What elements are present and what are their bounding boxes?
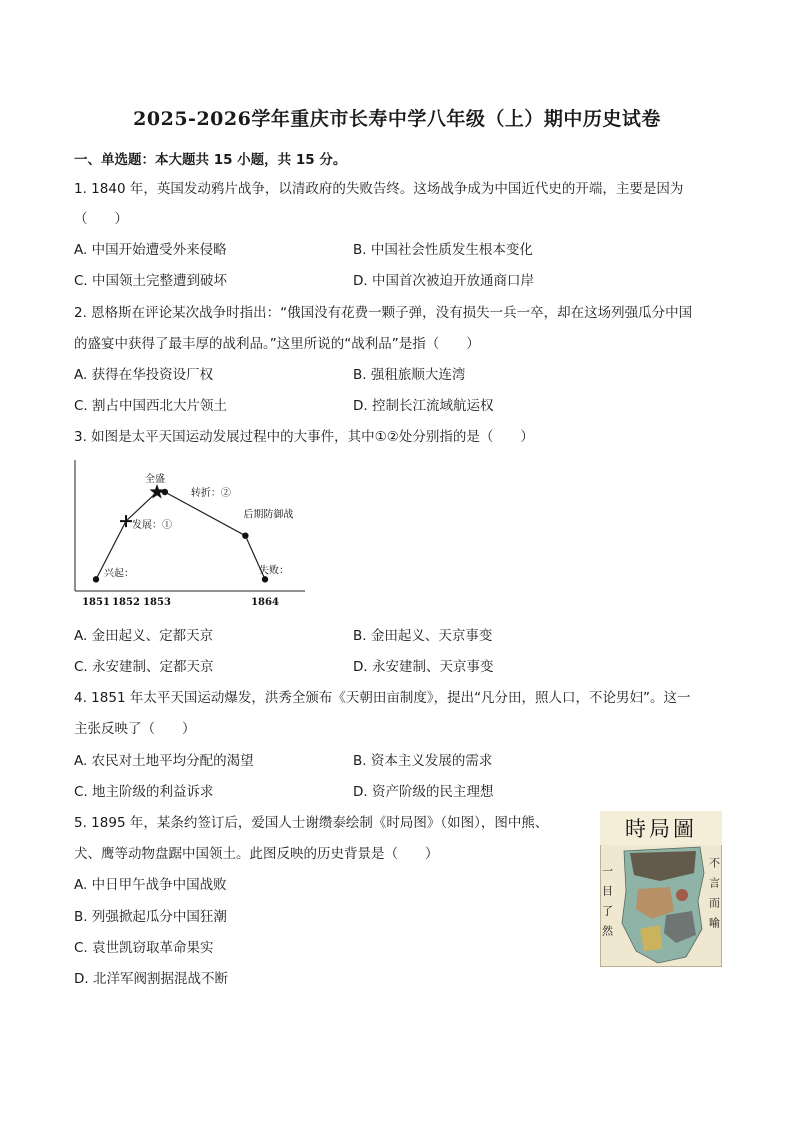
section-heading: 一、单选题：本大题共 15 小题，共 15 分。 [74,152,347,168]
timeline-point [262,576,268,582]
q1-stem-line2: （ ） [74,211,128,227]
q2-option-d[interactable]: D. 控制长江流域航运权 [353,398,494,414]
taiping-timeline-chart [70,460,310,610]
q3-stem-line1: 3. 如图是太平天国运动发展过程中的大事件，其中①②处分别指的是（ ） [74,429,534,445]
q4-option-d[interactable]: D. 资产阶级的民主理想 [353,784,494,800]
q5-option-d[interactable]: D. 北洋军阀割据混战不断 [74,971,228,987]
q5-option-a[interactable]: A. 中日甲午战争中国战败 [74,877,227,893]
q4-stem-line2: 主张反映了（ ） [74,721,196,737]
q4-option-c[interactable]: C. 地主阶级的利益诉求 [74,784,214,800]
q3-option-a[interactable]: A. 金田起义、定都天京 [74,628,214,644]
q2-option-c[interactable]: C. 割占中国西北大片领土 [74,398,228,414]
shiju-tu-cartoon [600,811,722,967]
q4-option-b[interactable]: B. 资本主义发展的需求 [353,753,493,769]
sun-figure [640,925,662,951]
cartoon-title: 時局圖 [625,817,697,841]
point-label: 失败： [259,565,289,577]
q1-option-b[interactable]: B. 中国社会性质发生根本变化 [353,242,533,258]
cartoon-caption-right: 不言而喻 [707,857,721,937]
q2-stem-line1: 2. 恩格斯在评论某次战争时指出：“俄国没有花费一颗子弹，没有损失一兵一卒，却在这场列强瓜分中国 [74,305,693,321]
q5-stem-line1: 5. 1895 年，某条约签订后，爱国人士谢缵泰绘制《时局图》（如图），图中熊、 [74,815,549,831]
q1-option-a[interactable]: A. 中国开始遭受外来侵略 [74,242,227,258]
q4-stem-line1: 4. 1851 年太平天国运动爆发，洪秀全颁布《天朝田亩制度》，提出“凡分田，照人口，不论男妇”。这一 [74,690,691,706]
q5-stem-line2: 犬、鹰等动物盘踞中国领土。此图反映的历史背景是（ ） [74,846,439,862]
q1-stem-line1: 1. 1840 年，英国发动鸦片战争，以清政府的失败告终。这场战争成为中国近代史的开端，主要是因为 [74,181,684,197]
q4-option-a[interactable]: A. 农民对土地平均分配的渴望 [74,753,254,769]
point-label: 后期防御战 [243,509,294,521]
point-label: 发展：① [132,520,172,532]
q1-option-c[interactable]: C. 中国领土完整遭到破坏 [74,273,228,289]
q3-option-b[interactable]: B. 金田起义、天京事变 [353,628,493,644]
exam-title: 2025-2026学年重庆市长寿中学八年级（上）期中历史试卷 [133,108,661,130]
timeline-point [162,489,168,495]
x-tick-label: 1853 [143,597,171,608]
q2-option-a[interactable]: A. 获得在华投资设厂权 [74,367,214,383]
q1-option-d[interactable]: D. 中国首次被迫开放通商口岸 [353,273,534,289]
timeline-point [93,576,99,582]
frog-figure [676,889,688,901]
trend-line [96,492,265,579]
q2-option-b[interactable]: B. 强租旅顺大连湾 [353,367,466,383]
x-tick-label: 1851 [82,597,110,608]
q3-option-d[interactable]: D. 永安建制、天京事变 [353,659,494,675]
point-label: 全盛 [145,474,165,485]
q5-option-c[interactable]: C. 袁世凯窃取革命果实 [74,940,214,956]
cartoon-caption-left: 一目了然 [600,865,614,945]
point-label: 转折：② [190,488,231,499]
q5-option-b[interactable]: B. 列强掀起瓜分中国狂潮 [74,909,227,925]
q3-option-c[interactable]: C. 永安建制、定都天京 [74,659,214,675]
x-tick-label: 1852 [112,597,140,608]
x-tick-label: 1864 [251,597,279,608]
timeline-point [242,532,248,538]
point-label: 兴起： [104,568,134,580]
q2-stem-line2: 的盛宴中获得了最丰厚的战利品。”这里所说的“战利品”是指（ ） [74,336,480,352]
